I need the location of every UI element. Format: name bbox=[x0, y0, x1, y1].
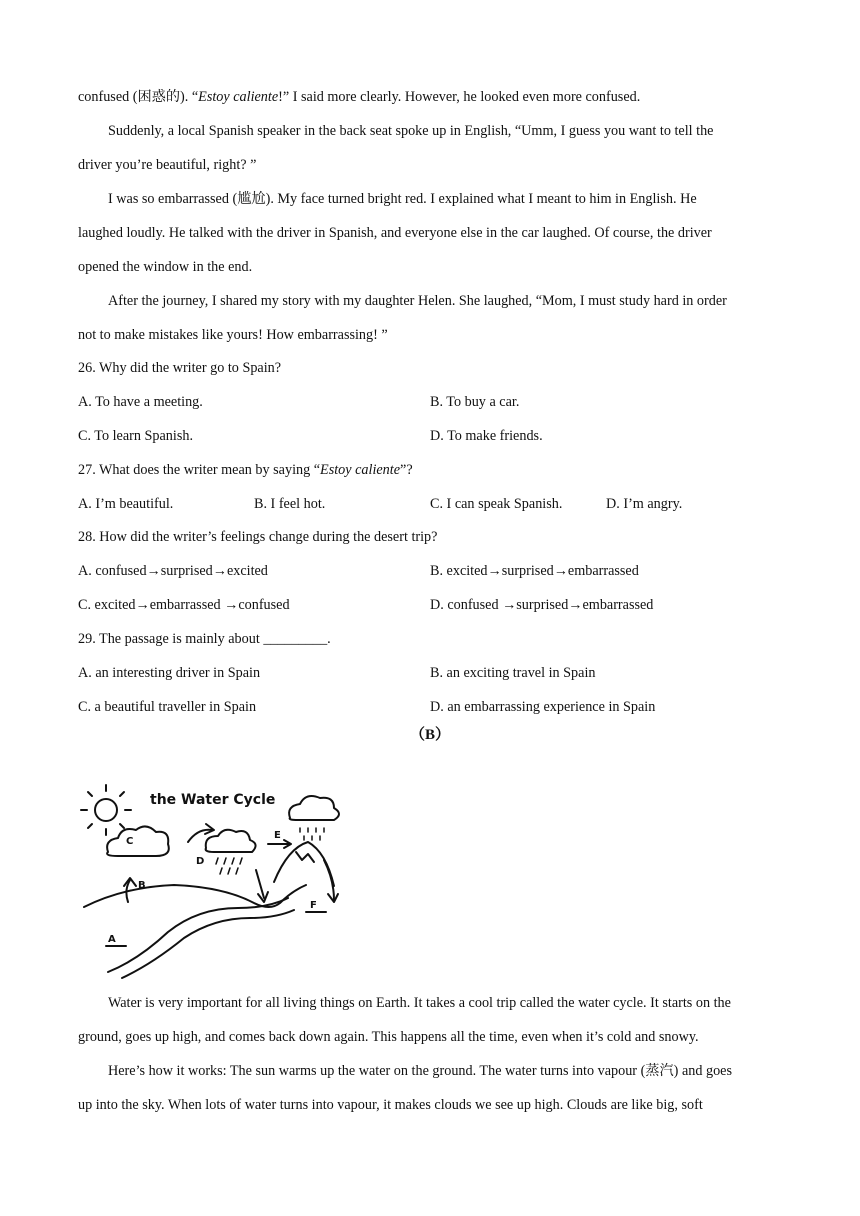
question-29-option-a[interactable]: A. an interesting driver in Spain bbox=[78, 665, 261, 681]
text-run: 27. What does the writer mean by saying “ bbox=[78, 462, 321, 478]
figure-label-b: B bbox=[138, 880, 146, 891]
question-28-option-b[interactable]: B. excited→surprised→embarrassed bbox=[430, 563, 639, 579]
sun-icon bbox=[81, 785, 131, 835]
question-28-option-d[interactable]: D. confused →surprised→embarrassed bbox=[430, 597, 654, 613]
question-28-option-c[interactable]: C. excited→embarrassed →confused bbox=[78, 597, 290, 613]
question-29-option-c[interactable]: C. a beautiful traveller in Spain bbox=[78, 699, 257, 715]
passage-b-line: Water is very important for all living things on Earth. It takes a cool trip called the water cycle. It starts on the bbox=[108, 995, 731, 1011]
question-27-option-d[interactable]: D. I’m angry. bbox=[606, 496, 683, 512]
question-28-option-a[interactable]: A. confused→surprised→excited bbox=[78, 563, 268, 579]
figure-label-c: C bbox=[126, 836, 134, 847]
figure-label-e: E bbox=[274, 830, 281, 841]
passage-b-line: ground, goes up high, and comes back down again. This happens all the time, even when it’s cold and snowy. bbox=[78, 1029, 699, 1045]
question-27-option-c[interactable]: C. I can speak Spanish. bbox=[430, 496, 563, 512]
passage-a-line bbox=[78, 88, 778, 106]
section-b-heading: （B） bbox=[409, 727, 450, 743]
text-run: confused (困惑的). “ bbox=[78, 89, 199, 105]
text-run: ”? bbox=[400, 462, 413, 478]
question-29-option-b[interactable]: B. an exciting travel in Spain bbox=[430, 665, 596, 681]
text-run: !” I said more clearly. However, he looked even more confused. bbox=[278, 89, 641, 105]
question-28-stem: 28. How did the writer’s feelings change during the desert trip? bbox=[78, 529, 438, 545]
passage-a-line: not to make mistakes like yours! How embarrassing! ” bbox=[78, 327, 388, 343]
italic-phrase: Estoy caliente bbox=[320, 462, 401, 478]
passage-a-line: driver you’re beautiful, right? ” bbox=[78, 157, 257, 173]
question-26-option-a[interactable]: A. To have a meeting. bbox=[78, 394, 203, 410]
figure-title: the Water Cycle bbox=[150, 792, 276, 808]
question-27-stem bbox=[78, 461, 778, 479]
figure-label-f: F bbox=[310, 900, 317, 911]
question-26-option-d[interactable]: D. To make friends. bbox=[430, 428, 543, 444]
passage-a-line: I was so embarrassed (尴尬). My face turned bright red. I explained what I meant to him in English. He bbox=[108, 191, 697, 207]
figure-label-a: A bbox=[108, 934, 116, 945]
question-27-option-b[interactable]: B. I feel hot. bbox=[254, 496, 326, 512]
question-26-stem: 26. Why did the writer go to Spain? bbox=[78, 360, 282, 376]
question-27-option-a[interactable]: A. I’m beautiful. bbox=[78, 496, 174, 512]
question-29-stem: 29. The passage is mainly about _________. bbox=[78, 631, 331, 647]
figure-label-d: D bbox=[196, 856, 205, 867]
passage-a-line: After the journey, I shared my story with my daughter Helen. She laughed, “Mom, I must study hard in order bbox=[108, 293, 727, 309]
passage-a-line: opened the window in the end. bbox=[78, 259, 253, 275]
passage-b-line: Here’s how it works: The sun warms up the water on the ground. The water turns into vapour (蒸汽) and goes bbox=[108, 1063, 732, 1079]
passage-a-line: laughed loudly. He talked with the driver in Spanish, and everyone else in the car laughed. Of course, the driver bbox=[78, 225, 712, 241]
question-26-option-b[interactable]: B. To buy a car. bbox=[430, 394, 520, 410]
water-cycle-illustration bbox=[78, 782, 343, 982]
passage-b-line: up into the sky. When lots of water turns into vapour, it makes clouds we see up high. Clouds are like big, soft bbox=[78, 1097, 703, 1113]
passage-a-line: Suddenly, a local Spanish speaker in the back seat spoke up in English, “Umm, I guess you want to tell the bbox=[108, 123, 714, 139]
italic-phrase: Estoy caliente bbox=[198, 89, 279, 105]
water-cycle-figure bbox=[78, 782, 343, 982]
question-26-option-c[interactable]: C. To learn Spanish. bbox=[78, 428, 193, 444]
question-29-option-d[interactable]: D. an embarrassing experience in Spain bbox=[430, 699, 656, 715]
